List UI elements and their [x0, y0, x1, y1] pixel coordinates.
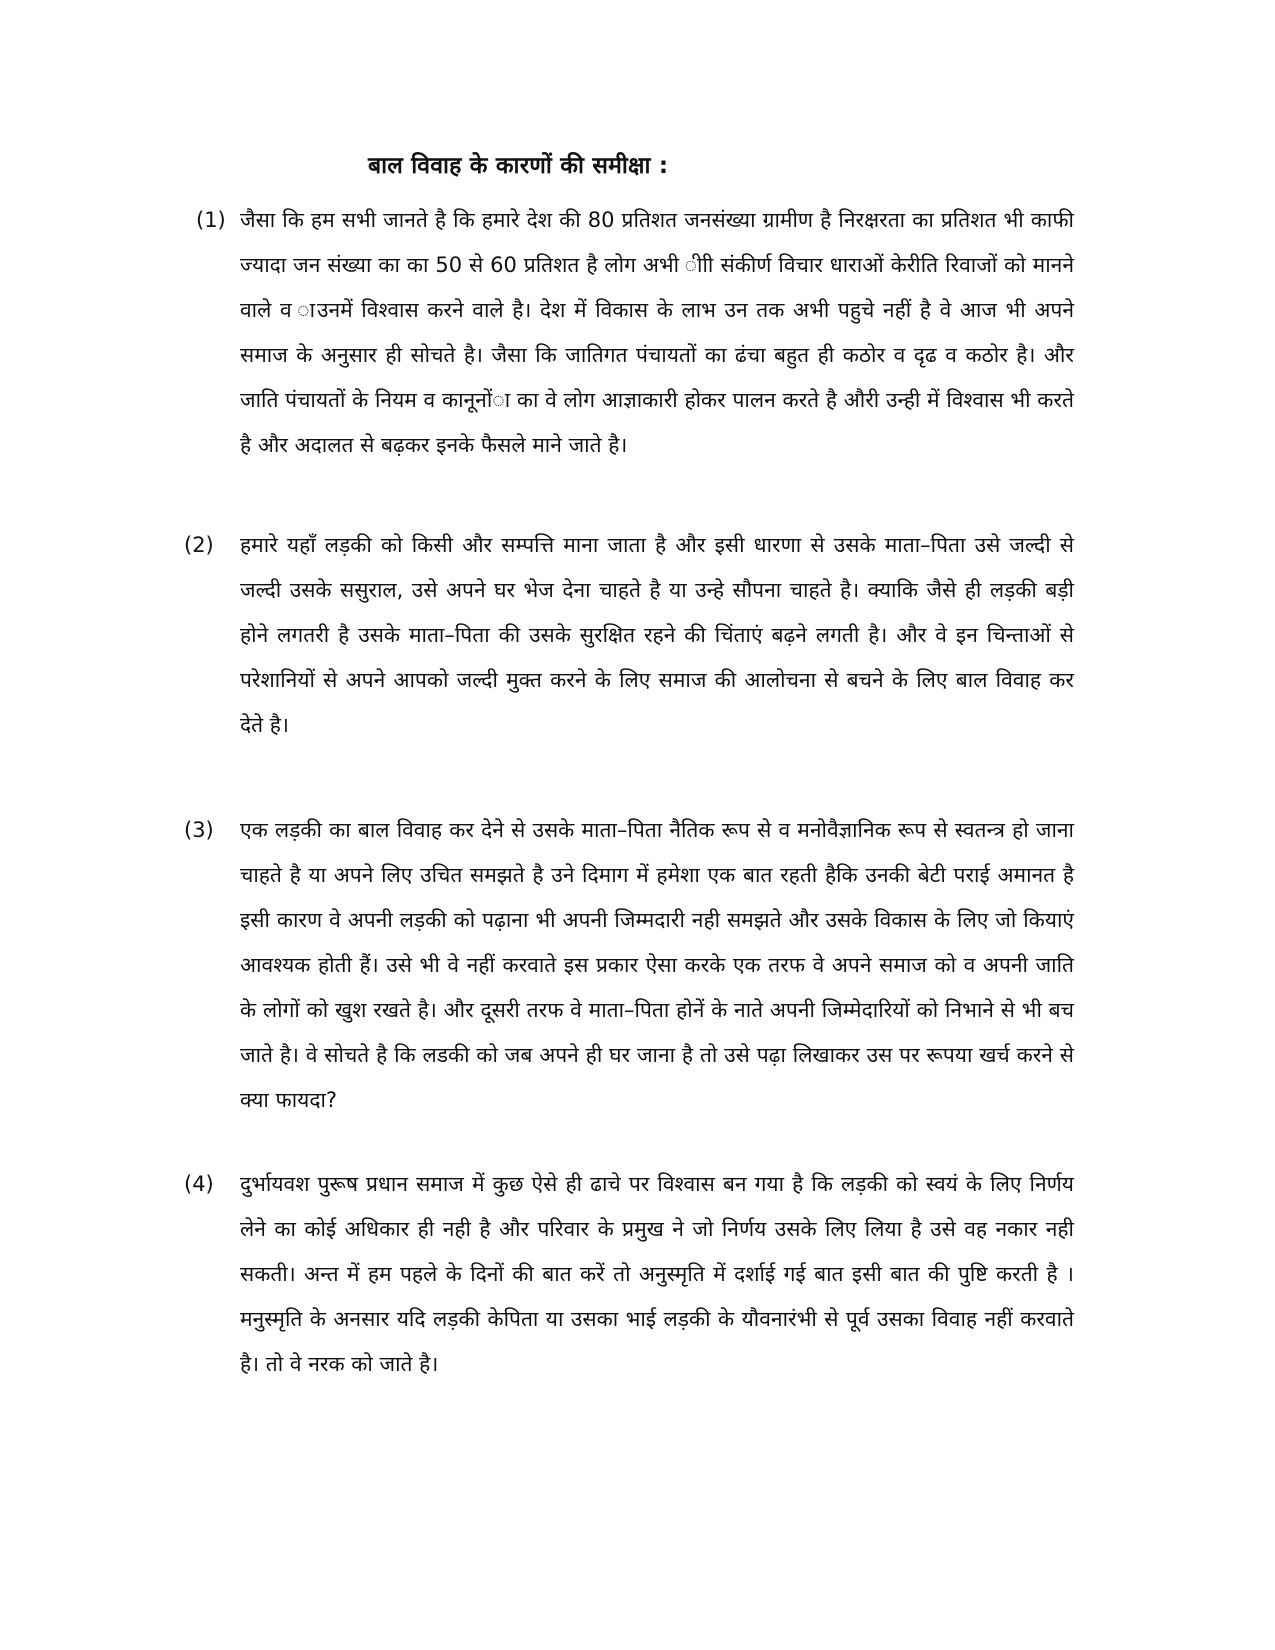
list-item-text: जैसा कि हम सभी जानते है कि हमारे देश की 80 प्रतिशत जनसंख्या ग्रामीण है निरक्षरता का प्रतिशत भी काफी ज्यादा जन संख्या का का 50 से 60 प्रतिशत है लोग अभी ीाी संकीर्ण विचार धाराओं केरीति रिवाजों को मानने वाले व ाउनमें विश्वास करने वाले है। देश में विकास के लाभ उन तक अभी पहुचे नहीं है वे आज भी अपने समाज के अनुसार ही सोचते है। जैसा कि जातिगत पंचायतों का ढंचा बहुत ही कठोर व दृढ व कठोर है। और जाति पंचायतों के नियम व कानूनोंा का वे लोग आज्ञाकारी होकर पालन करते है औरी उन्ही में विश्वास भी करते है और अदालत से बढ़कर इनके फैसले माने जाते है।	[240, 208, 1074, 457]
list-item-number: (4)	[184, 1172, 214, 1196]
page-heading: बाल विवाह के कारणों की समीक्षा :	[368, 153, 669, 179]
list-item	[184, 1162, 1074, 1387]
list-item-text: हमारे यहाँ लड़की को किसी और सम्पत्ति माना जाता है और इसी धारणा से उसके माता–पिता उसे जल्दी से जल्दी उसके ससुराल, उसे अपने घर भेज देना चाहते है या उन्हे सौपना चाहते है। क्याकि जैसे ही लड़की बड़ी होने लगतरी है उसके माता–पिता की उसके सुरक्षित रहने की चिंताएं बढ़ने लगती है। और वे इन चिन्ताओं से परेशानियों से अपने आपको जल्दी मुक्त करने के लिए समाज की आलोचना से बचने के लिए बाल विवाह कर देते है।	[240, 533, 1074, 737]
list-item	[196, 198, 1074, 468]
list-item-number: (1)	[196, 208, 226, 232]
list-item-text: एक लड़की का बाल विवाह कर देने से उसके माता–पिता नैतिक रूप से व मनोवैज्ञानिक रूप से स्वतन्त्र हो जाना चाहते है या अपने लिए उचित समझते है उने दिमाग में हमेशा एक बात रहती हैकि उनकी बेटी पराई अमानत है इसी कारण वे अपनी लड़की को पढ़ाना भी अपनी जिम्मदारी नही समझते और उसके विकास के लिए जो कियाएं आवश्यक होती हैं। उसे भी वे नहीं करवाते इस प्रकार ऐसा करके एक तरफ वे अपने समाज को व अपनी जाति के लोगों को खुश रखते है। और दूसरी तरफ वे माता–पिता होनें के नाते अपनी जिम्मेदारियों को निभाने से भी बच जाते है। वे सोचते है कि लडकी को जब अपने ही घर जाना है तो उसे पढ़ा लिखाकर उस पर रूपया खर्च करने से क्या फायदा?	[240, 818, 1075, 1112]
list-item-number: (3)	[184, 818, 214, 842]
list-item-number: (2)	[184, 533, 214, 557]
list-item	[184, 523, 1074, 748]
list-item-text: दुर्भायवश पुरूष प्रधान समाज में कुछ ऐसे ही ढाचे पर विश्वास बन गया है कि लड़की को स्वयं के लिए निर्णय लेने का कोई अधिकार ही नही है और परिवार के प्रमुख ने जो निर्णय उसके लिए लिया है उसे वह नकार नही सकती। अन्त में हम पहले के दिनों की बात करें तो अनुस्मृति में दर्शाई गई बात इसी बात की पुष्टि करती है । मनुस्मृति के अनसार यदि लड़की केपिता या उसका भाई लड़की के यौवनारंभी से पूर्व उसका विवाह नहीं करवाते है। तो वे नरक को जाते है।	[240, 1172, 1074, 1376]
list-item	[184, 808, 1074, 1123]
